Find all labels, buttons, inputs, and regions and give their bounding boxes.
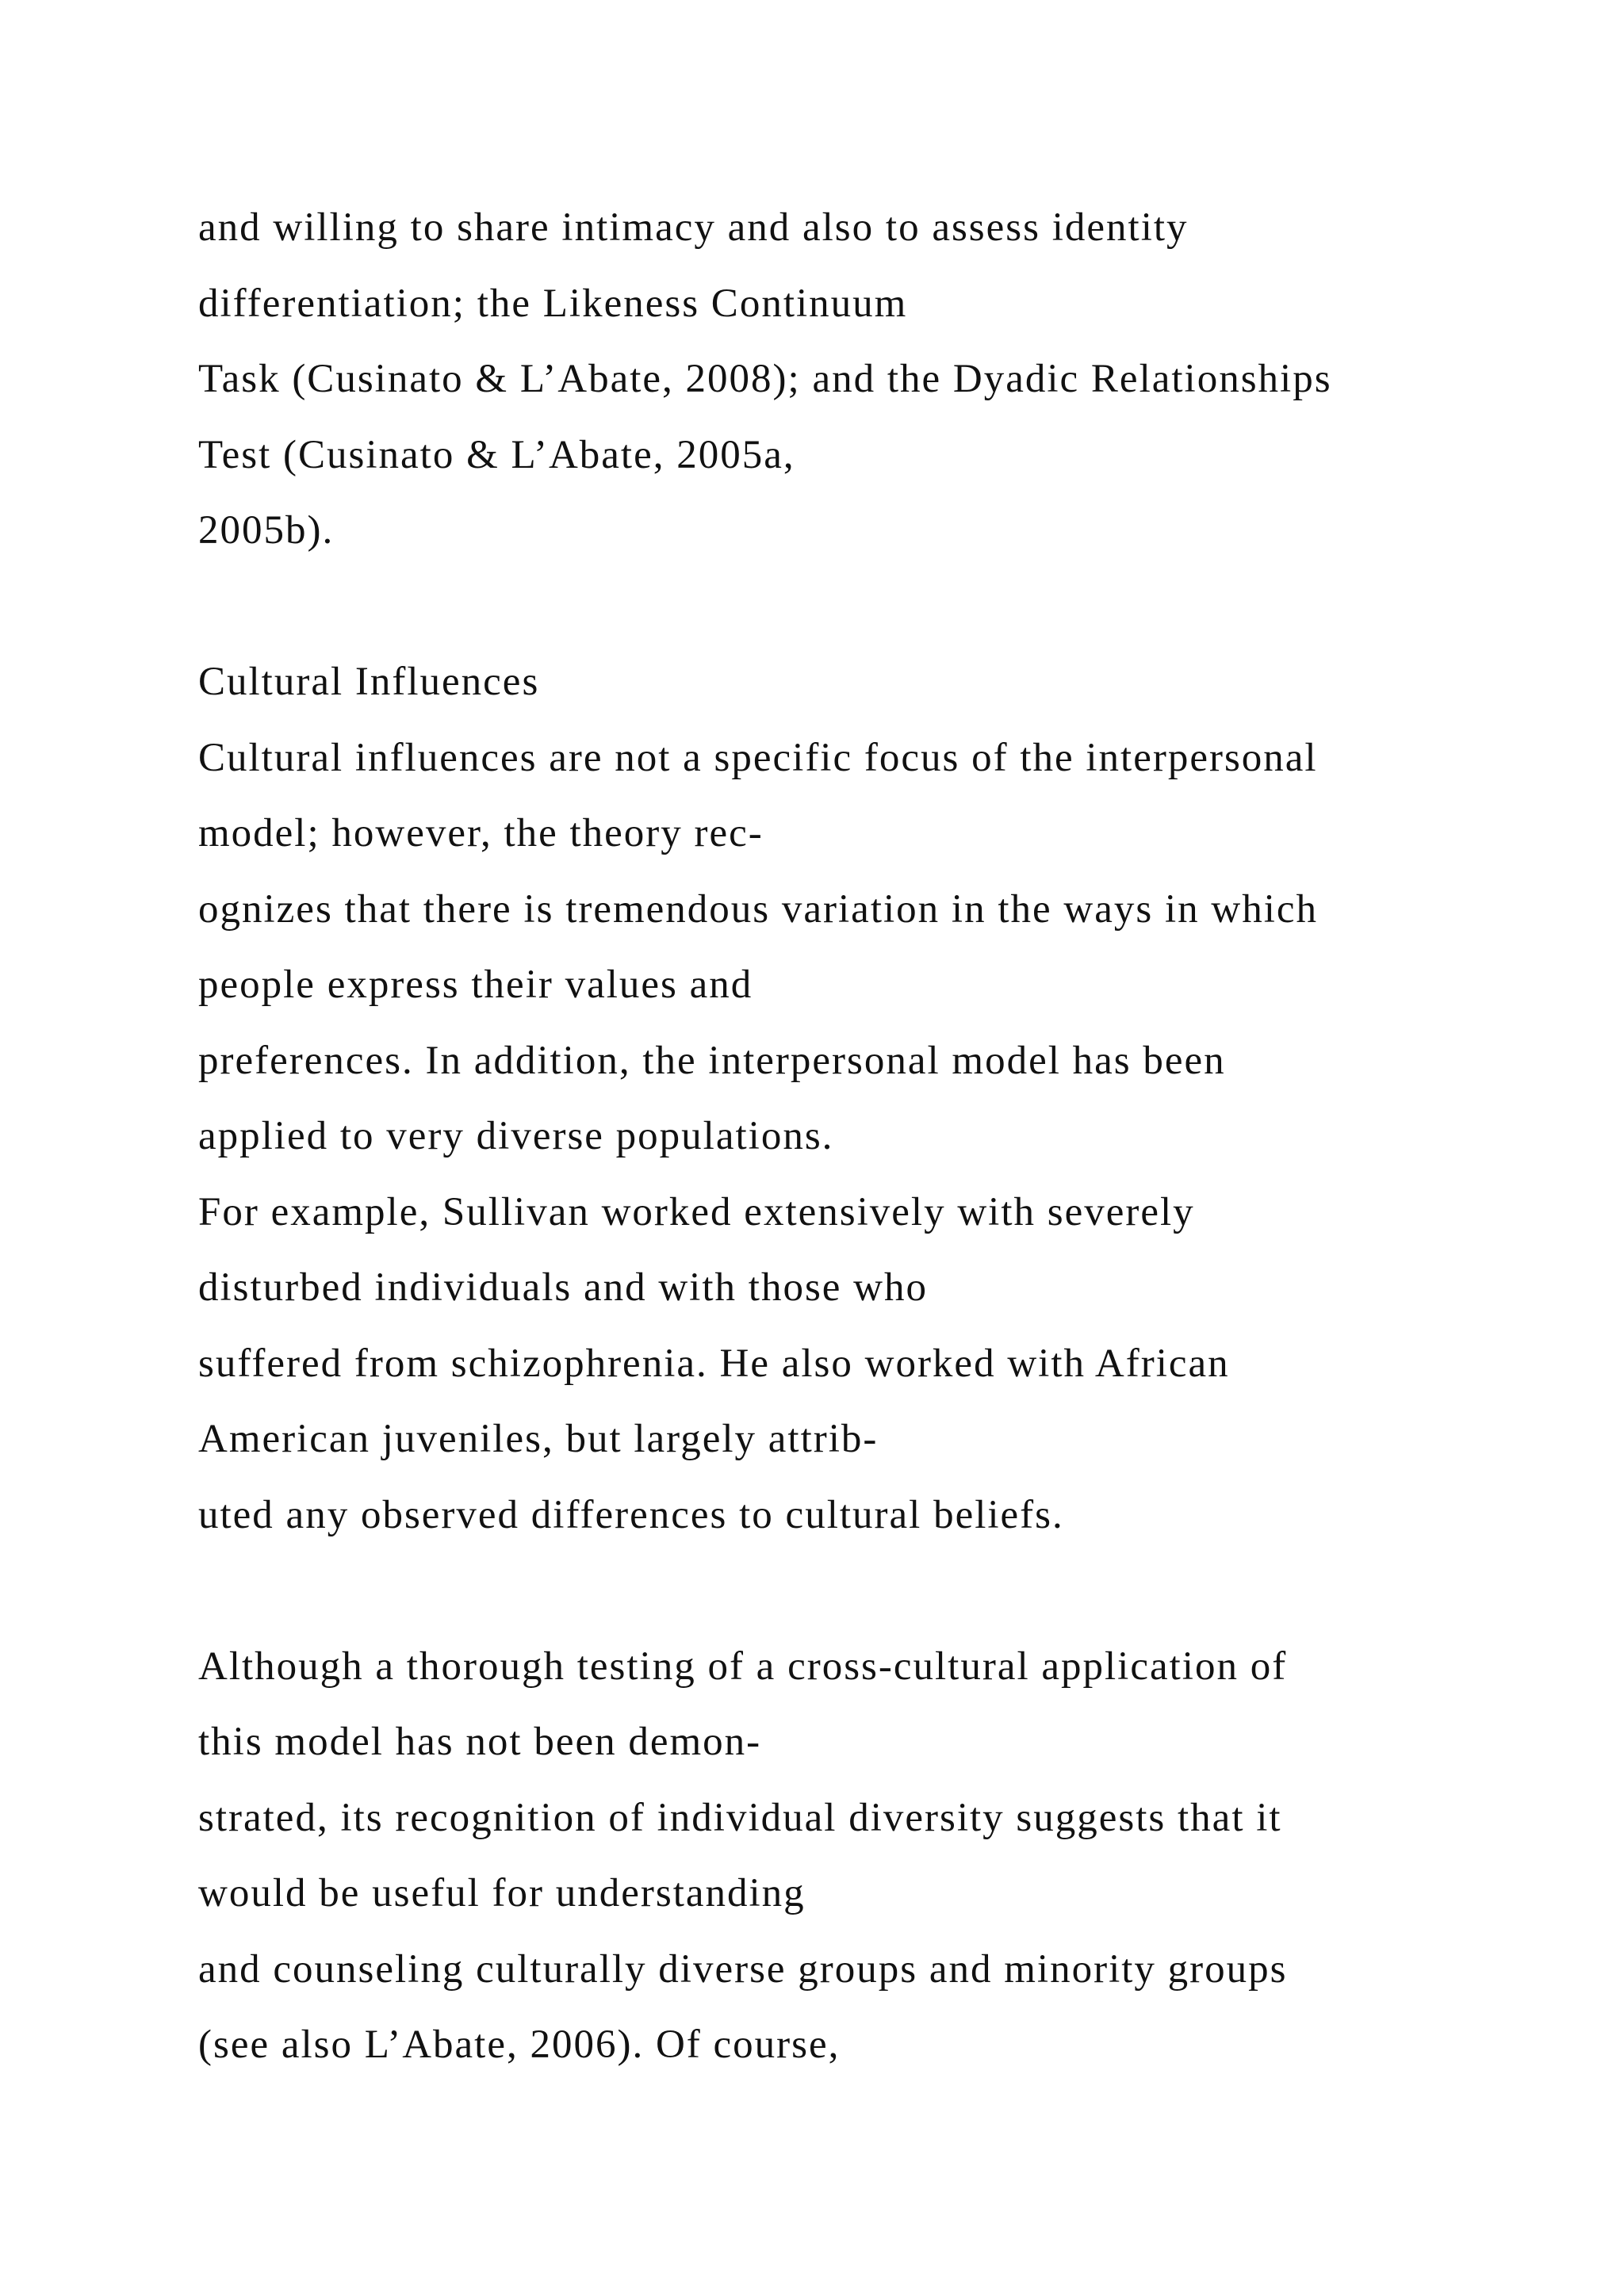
body-text-line: applied to very diverse populations. xyxy=(198,1114,834,1158)
body-text-line: differentiation; the Likeness Continuum xyxy=(198,281,908,326)
body-text-line: American juveniles, but largely attrib- xyxy=(198,1417,879,1461)
document-body xyxy=(198,190,1546,2084)
body-text-line: preferences. In addition, the interpersonal model has been xyxy=(198,1038,1226,1083)
body-text-line: For example, Sullivan worked extensively with severely xyxy=(198,1189,1195,1234)
body-text-line: model; however, the theory rec- xyxy=(198,811,764,855)
body-text-line: strated, its recognition of individual diversity suggests that it xyxy=(198,1795,1282,1840)
body-text-line: Test (Cusinato & L’Abate, 2005a, xyxy=(198,432,795,477)
paragraph-spacer xyxy=(198,1553,1546,1629)
body-text-line: ognizes that there is tremendous variation in the ways in which xyxy=(198,886,1319,932)
section-heading: Cultural Influences xyxy=(198,660,540,704)
body-text-line: and counseling culturally diverse groups and minority groups xyxy=(198,1946,1288,1992)
body-text-line: this model has not been demon- xyxy=(198,1720,762,1764)
body-text-line: Although a thorough testing of a cross-cultural application of xyxy=(198,1644,1288,1689)
body-text-line: (see also L’Abate, 2006). Of course, xyxy=(198,2022,841,2067)
body-text-line: suffered from schizophrenia. He also worked with African xyxy=(198,1341,1230,1386)
body-text-line: Cultural influences are not a specific focus of the interpersonal xyxy=(198,735,1318,780)
body-text-line: disturbed individuals and with those who xyxy=(198,1265,929,1310)
body-text-line: Task (Cusinato & L’Abate, 2008); and the Dyadic Relationships xyxy=(198,357,1332,401)
body-text-line: and willing to share intimacy and also to assess identity xyxy=(198,205,1189,250)
paragraph-spacer xyxy=(198,569,1546,645)
body-text-line: people express their values and xyxy=(198,962,753,1007)
body-text-line: uted any observed differences to cultural beliefs. xyxy=(198,1492,1064,1537)
body-text-line: would be useful for understanding xyxy=(198,1871,806,1915)
body-text-line: 2005b). xyxy=(198,508,335,553)
